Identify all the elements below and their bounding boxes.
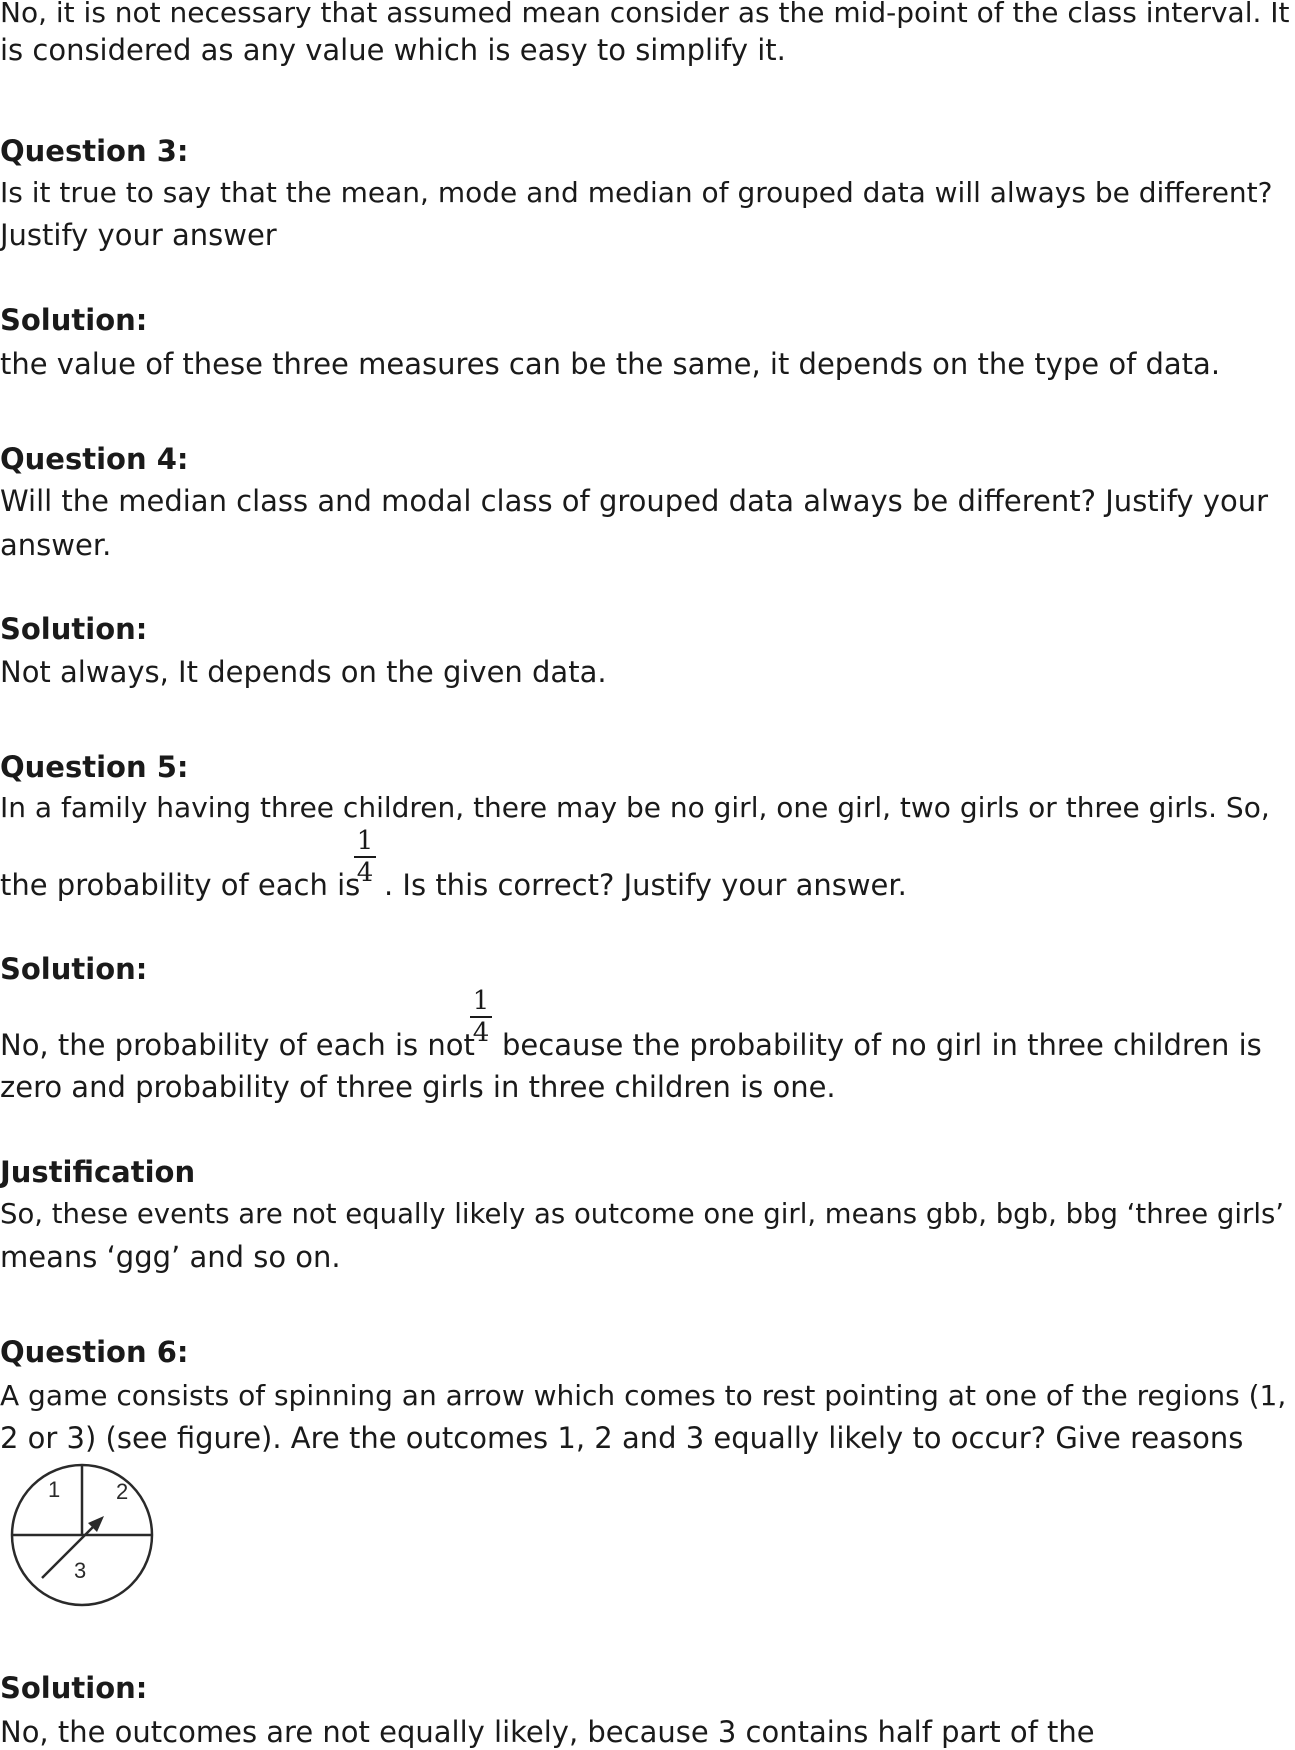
justification-heading: Justification: [0, 1155, 196, 1189]
solution-4-heading: Solution:: [0, 612, 148, 646]
question-6-line-2: 2 or 3) (see figure). Are the outcomes 1, 2 and 3 equally likely to occur? Give reasons: [0, 1421, 1244, 1455]
answer-2-line-2: is considered as any value which is easy to simplify it.: [0, 33, 786, 67]
fraction-one-quarter-2: [470, 988, 492, 1046]
solution-5-heading: Solution:: [0, 952, 148, 986]
solution-3-line-1: the value of these three measures can be the same, it depends on the type of data.: [0, 347, 1221, 381]
justification-line-1: So, these events are not equally likely as outcome one girl, means gbb, bgb, bbg ‘three girls’: [0, 1198, 1285, 1230]
question-4-line-1: Will the median class and modal class of grouped data always be different? Justify your: [0, 484, 1269, 518]
spinner-figure: [8, 1460, 158, 1610]
question-5-line-2a: the probability of each is: [0, 868, 361, 902]
answer-2-line-1: No, it is not necessary that assumed mean consider as the mid-point of the class interval. It: [0, 0, 1290, 29]
question-3-line-1: Is it true to say that the mean, mode and median of grouped data will always be different?: [0, 176, 1273, 209]
solution-5-line-2: zero and probability of three girls in three children is one.: [0, 1070, 836, 1104]
region-label-1: 1: [48, 1477, 61, 1502]
question-5-line-1: In a family having three children, there may be no girl, one girl, two girls or three girls. So,: [0, 791, 1270, 824]
question-5-line-2b: . Is this correct? Justify your answer.: [384, 868, 907, 902]
question-6-line-1: A game consists of spinning an arrow which comes to rest pointing at one of the regions (1,: [0, 1379, 1287, 1412]
region-label-2: 2: [116, 1479, 129, 1504]
question-3-line-2: Justify your answer: [0, 218, 277, 252]
fraction-numerator: 1: [472, 986, 490, 1016]
question-6-heading: Question 6:: [0, 1335, 189, 1369]
fraction-denominator: 4: [472, 1017, 490, 1048]
solution-5-line-1a: No, the probability of each is not: [0, 1028, 475, 1062]
fraction-denominator: 4: [356, 857, 374, 888]
fraction-one-quarter: [354, 828, 376, 886]
solution-4-line-1: Not always, It depends on the given data.: [0, 655, 607, 689]
solution-5-line-1b: because the probability of no girl in three children is: [502, 1028, 1262, 1062]
question-5-heading: Question 5:: [0, 750, 189, 784]
justification-line-2: means ‘ggg’ and so on.: [0, 1240, 341, 1274]
question-4-line-2: answer.: [0, 528, 112, 562]
question-3-heading: Question 3:: [0, 134, 189, 168]
question-4-heading: Question 4:: [0, 442, 189, 476]
solution-6-line-1: No, the outcomes are not equally likely, because 3 contains half part of the: [0, 1715, 1095, 1749]
region-label-3: 3: [74, 1558, 87, 1583]
fraction-numerator: 1: [356, 826, 374, 856]
solution-3-heading: Solution:: [0, 303, 148, 337]
solution-6-heading: Solution:: [0, 1671, 148, 1705]
